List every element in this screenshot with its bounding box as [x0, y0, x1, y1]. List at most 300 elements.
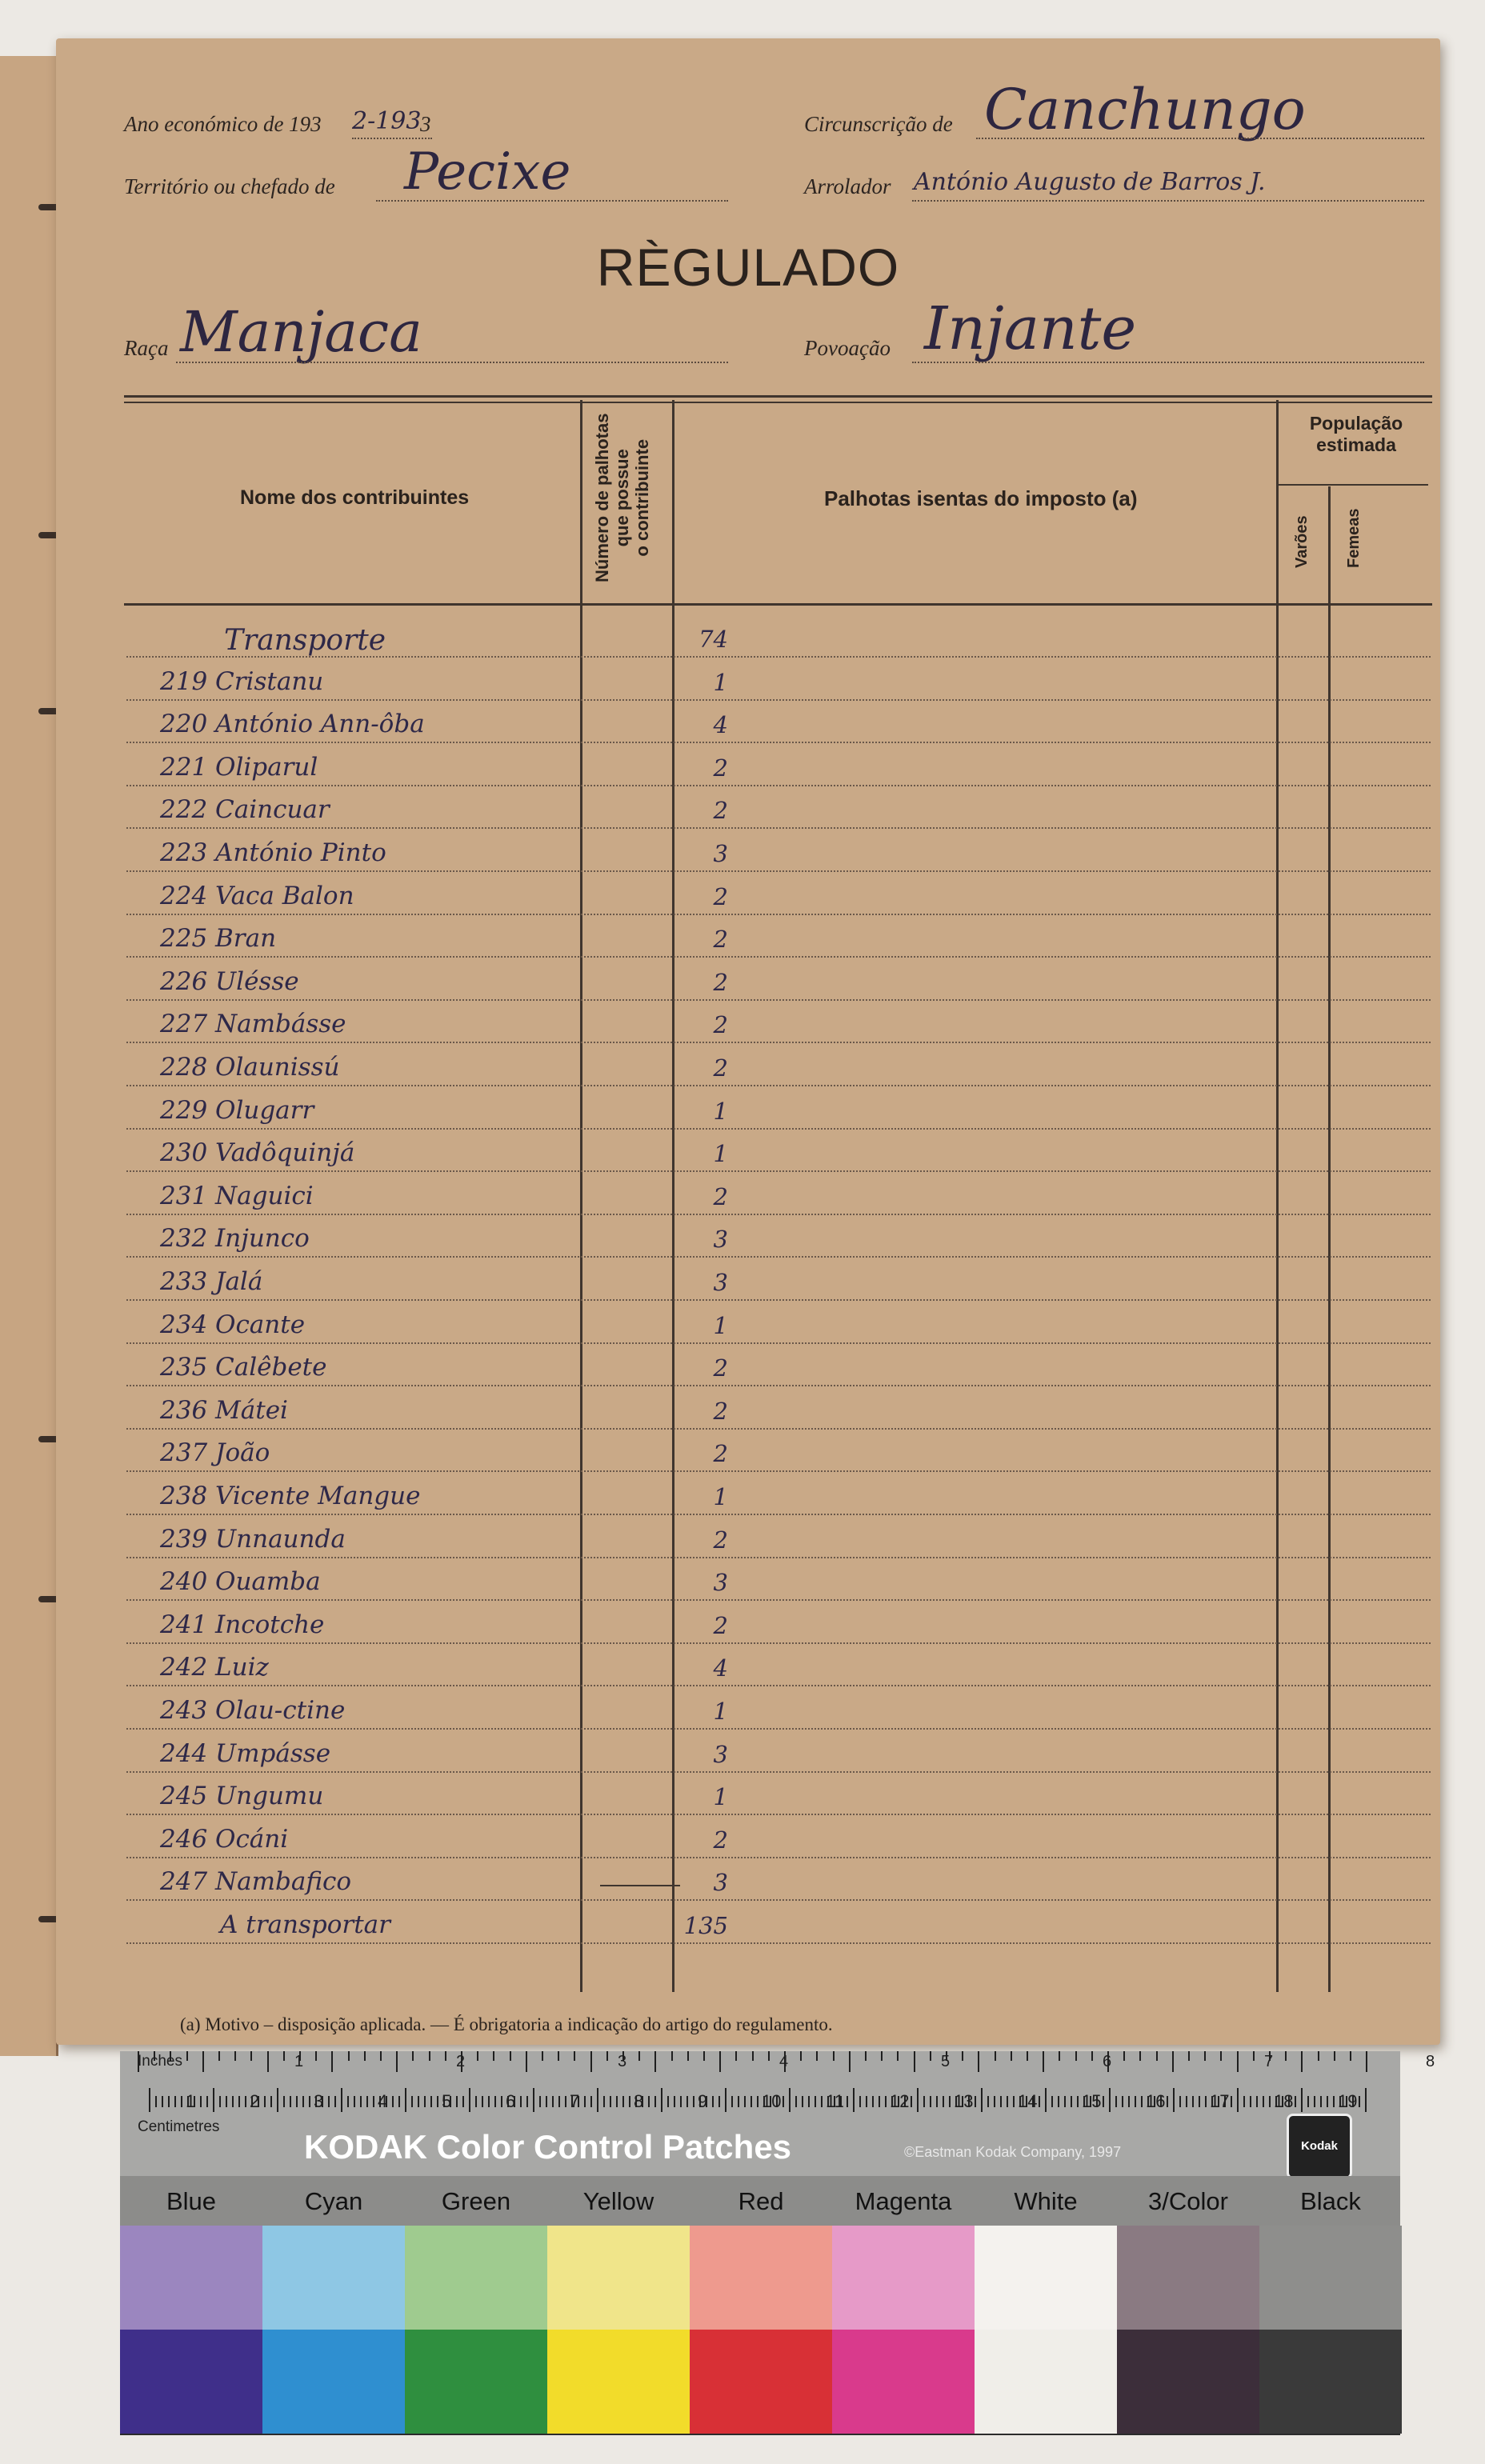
inch-tick [364, 2051, 366, 2061]
cm-tick [1314, 2096, 1315, 2107]
inch-tick [800, 2051, 802, 2061]
cm-tick [1115, 2096, 1117, 2107]
cm-tick [712, 2096, 714, 2107]
cm-tick [949, 2096, 951, 2107]
cm-tick [872, 2096, 874, 2107]
hut-count: 2 [713, 882, 728, 910]
card-copyright: ©Eastman Kodak Company, 1997 [904, 2144, 1122, 2160]
patch-dark [832, 2330, 975, 2434]
hut-count: 2 [713, 1826, 728, 1854]
contributor-name: 226 Ulésse [160, 966, 299, 996]
contributor-name: 247 Nambafico [160, 1867, 352, 1897]
cm-number: 7 [570, 2091, 580, 2111]
inch-number: 6 [1103, 2053, 1112, 2070]
contributor-name: 240 Ouamba [160, 1567, 321, 1597]
inch-tick [526, 2051, 527, 2072]
cm-tick [1045, 2088, 1047, 2112]
cm-tick [1307, 2096, 1309, 2107]
inch-tick [849, 2051, 851, 2072]
inch-tick [186, 2051, 188, 2061]
inch-tick [1172, 2051, 1174, 2072]
cm-tick [354, 2096, 355, 2107]
inch-number: 4 [779, 2053, 789, 2070]
cm-tick [213, 2088, 214, 2112]
cm-tick [456, 2096, 458, 2107]
patch-light [832, 2226, 975, 2330]
col-header-men: Varões [1293, 515, 1311, 568]
inch-tick [542, 2051, 543, 2061]
patch-light [405, 2226, 547, 2330]
cm-tick [885, 2096, 887, 2107]
cm-tick [1103, 2096, 1104, 2107]
cm-tick [418, 2096, 419, 2107]
cm-tick [1295, 2096, 1296, 2107]
cm-tick [987, 2096, 989, 2107]
contributor-name: 239 Unnaunda [160, 1524, 346, 1554]
patch-label: Cyan [304, 2187, 363, 2215]
row-rule [126, 785, 1431, 786]
inch-tick [396, 2051, 398, 2072]
left-page-edge [0, 56, 58, 2056]
inch-tick [493, 2051, 494, 2061]
cm-tick [757, 2096, 759, 2107]
patch-label: Magenta [855, 2187, 952, 2215]
inch-tick [735, 2051, 737, 2061]
inch-tick [1043, 2051, 1044, 2072]
hut-count: 2 [713, 1354, 728, 1382]
cm-tick [366, 2096, 368, 2107]
cm-number: 16 [1146, 2091, 1166, 2111]
row-rule [126, 1857, 1431, 1858]
cm-tick [693, 2096, 694, 2107]
hut-count: 1 [713, 1698, 728, 1725]
contributor-name: Transporte [224, 624, 386, 657]
cm-tick [1237, 2088, 1239, 2112]
cm-tick [731, 2096, 733, 2107]
cm-tick [200, 2096, 202, 2107]
cm-tick [616, 2096, 618, 2107]
cm-tick [879, 2096, 880, 2107]
cm-number: 2 [250, 2091, 260, 2111]
hut-count: 2 [713, 754, 728, 782]
patch-light [690, 2226, 832, 2330]
inches-label: Inches [138, 2053, 182, 2070]
inch-tick [1285, 2051, 1287, 2061]
cm-tick [1013, 2096, 1015, 2107]
inch-tick [606, 2051, 608, 2061]
patch-light [1117, 2226, 1259, 2330]
row-rule [126, 699, 1431, 701]
hut-count: 2 [713, 1011, 728, 1039]
row-rule [126, 1942, 1431, 1944]
contributor-name: 220 António Ann-ôba [160, 710, 425, 739]
contributor-name: 219 Cristanu [160, 666, 324, 696]
inch-tick [477, 2051, 478, 2061]
cm-tick [1231, 2096, 1232, 2107]
cm-number: 17 [1210, 2091, 1230, 2111]
cm-tick [975, 2096, 976, 2107]
inch-tick [995, 2051, 996, 2061]
inch-tick [1366, 2051, 1367, 2072]
contributor-name: 244 Umpásse [160, 1738, 331, 1768]
cm-tick [520, 2096, 522, 2107]
cm-tick [328, 2096, 330, 2107]
cm-tick [296, 2096, 298, 2107]
contributor-name: 245 Ungumu [160, 1782, 324, 1811]
cm-tick [1192, 2096, 1194, 2107]
table-top-rule [124, 395, 1432, 398]
contributor-name: 225 Bran [160, 924, 277, 954]
hut-count: 2 [713, 926, 728, 954]
cm-tick [930, 2096, 931, 2107]
row-rule [126, 956, 1431, 958]
cm-tick [815, 2096, 816, 2107]
col-header-huts: Número de palhotas que possue o contribuinte [592, 413, 652, 582]
cm-tick [936, 2096, 938, 2107]
inch-tick [558, 2051, 559, 2061]
inch-tick [914, 2051, 915, 2072]
cm-tick [360, 2096, 362, 2107]
table-header-rule [124, 603, 1432, 606]
povoacao-value: Injante [924, 294, 1137, 363]
centimetres-label: Centimetres [138, 2118, 220, 2135]
cm-tick [1077, 2096, 1079, 2107]
cm-tick [667, 2096, 669, 2107]
hut-count: 2 [713, 797, 728, 825]
patch-dark [405, 2330, 547, 2434]
inch-tick [412, 2051, 414, 2061]
row-rule [126, 1814, 1431, 1815]
row-rule [126, 1042, 1431, 1043]
inch-number: 1 [294, 2053, 304, 2070]
cm-tick [1051, 2096, 1053, 2107]
patch-dark [690, 2330, 832, 2434]
cm-tick [654, 2096, 656, 2107]
inch-number: 3 [618, 2053, 627, 2070]
year-value-suffix: 3 [420, 112, 431, 136]
inch-tick [865, 2051, 867, 2061]
inch-tick [833, 2051, 835, 2061]
cm-number: 13 [954, 2091, 974, 2111]
cm-tick [1243, 2096, 1245, 2107]
cm-number: 1 [186, 2091, 196, 2111]
cm-tick [1071, 2096, 1072, 2107]
cm-tick [162, 2096, 163, 2107]
patch-dark [1259, 2330, 1402, 2434]
patch-light [547, 2226, 690, 2330]
cm-tick [270, 2096, 272, 2107]
cm-tick [552, 2096, 554, 2107]
hut-count: 3 [713, 1269, 728, 1296]
inch-tick [510, 2051, 511, 2061]
hut-count: 4 [713, 1654, 728, 1682]
year-label: Ano económico de 193 [124, 112, 322, 136]
color-control-card [120, 2051, 1435, 2435]
row-rule [126, 742, 1431, 743]
inch-tick [1156, 2051, 1158, 2061]
cm-tick [526, 2096, 528, 2107]
cm-tick [302, 2096, 304, 2107]
row-rule [126, 1299, 1431, 1301]
cm-tick [744, 2096, 746, 2107]
inch-tick [752, 2051, 754, 2061]
cm-tick [808, 2096, 810, 2107]
cm-tick [1263, 2096, 1264, 2107]
cm-tick [475, 2096, 477, 2107]
cm-tick [821, 2096, 823, 2107]
hut-count: 74 [698, 626, 728, 653]
raca-label: Raça [124, 336, 169, 360]
cm-tick [501, 2096, 502, 2107]
inch-tick [1220, 2051, 1222, 2061]
inch-tick [768, 2051, 770, 2061]
territory-value: Pecixe [404, 142, 571, 202]
inch-tick [267, 2051, 269, 2072]
row-rule [126, 827, 1431, 829]
cm-tick [1365, 2088, 1367, 2112]
hut-count: 3 [713, 1569, 728, 1597]
inch-tick [638, 2051, 640, 2061]
patch-light [120, 2226, 262, 2330]
footnote: (a) Motivo – disposição aplicada. — É obrigatoria a indicação do artigo do regulamento. [180, 2014, 833, 2034]
inch-tick [283, 2051, 285, 2061]
hut-count: 1 [713, 1097, 728, 1125]
cm-tick [1000, 2096, 1002, 2107]
cm-tick [866, 2096, 867, 2107]
inch-tick [202, 2051, 204, 2072]
cm-tick [853, 2088, 855, 2112]
col-header-exempt: Palhotas isentas do imposto (a) [824, 486, 1138, 510]
col-header-women: Femeas [1345, 508, 1363, 568]
cm-tick [277, 2088, 278, 2112]
col-divider [580, 400, 582, 1992]
circunscricao-value: Canchungo [984, 77, 1306, 142]
hut-count: 1 [713, 1783, 728, 1811]
cm-tick [405, 2088, 406, 2112]
cm-tick [1039, 2096, 1040, 2107]
row-rule [126, 1685, 1431, 1686]
cm-tick [802, 2096, 803, 2107]
hut-count: 1 [713, 668, 728, 696]
hut-count: 2 [713, 1182, 728, 1210]
cm-tick [911, 2096, 912, 2107]
patch-label: Red [738, 2187, 784, 2215]
inch-tick [1253, 2051, 1255, 2061]
cm-tick [590, 2096, 592, 2107]
cm-tick [847, 2096, 848, 2107]
cm-tick [610, 2096, 611, 2107]
cm-tick [290, 2096, 291, 2107]
cm-number: 9 [698, 2091, 708, 2111]
hut-count: 135 [683, 1912, 728, 1939]
patch-dark [547, 2330, 690, 2434]
inch-tick [1237, 2051, 1239, 2072]
hut-count: 2 [713, 1054, 728, 1082]
cm-tick [430, 2096, 432, 2107]
inch-tick [687, 2051, 689, 2061]
cm-number: 10 [762, 2091, 782, 2111]
contributor-name: 228 Olaunissú [160, 1053, 340, 1082]
inch-tick [978, 2051, 979, 2072]
row-rule [126, 1256, 1431, 1258]
inch-tick [331, 2051, 333, 2072]
cm-number: 8 [634, 2091, 644, 2111]
page-title: RÈGULADO [596, 238, 900, 297]
patch-light [1259, 2226, 1402, 2330]
cm-tick [718, 2096, 720, 2107]
patch-label: White [1014, 2187, 1078, 2215]
inch-tick [671, 2051, 673, 2061]
cm-tick [283, 2096, 285, 2107]
cm-tick [1320, 2096, 1322, 2107]
cm-tick [943, 2096, 944, 2107]
cm-number: 4 [378, 2091, 388, 2111]
cm-tick [1135, 2096, 1136, 2107]
cm-tick [680, 2096, 682, 2107]
row-rule [126, 1642, 1431, 1644]
patch-label: Green [441, 2187, 511, 2215]
cm-tick [1199, 2096, 1200, 2107]
row-rule [126, 1557, 1431, 1558]
cm-tick [597, 2088, 598, 2112]
inch-tick [1301, 2051, 1303, 2072]
inch-tick [218, 2051, 220, 2061]
cm-tick [264, 2096, 266, 2107]
contributor-name: 235 Calêbete [160, 1353, 327, 1382]
cm-tick [603, 2096, 605, 2107]
cm-tick [661, 2088, 662, 2112]
contributor-name: 243 Olau-ctine [160, 1696, 346, 1725]
inch-tick [1204, 2051, 1206, 2061]
cm-tick [1179, 2096, 1181, 2107]
patch-dark [975, 2330, 1117, 2434]
contributor-name: 222 Caincuar [160, 795, 330, 825]
cm-tick [1173, 2088, 1175, 2112]
col-divider [1328, 486, 1331, 1992]
row-rule [126, 1514, 1431, 1515]
cm-tick [482, 2096, 483, 2107]
cm-tick [469, 2088, 470, 2112]
cm-tick [392, 2096, 394, 2107]
territory-label: Território ou chefado de [124, 174, 335, 198]
inch-number: 2 [456, 2053, 466, 2070]
hut-count: 3 [713, 1226, 728, 1254]
cm-number: 11 [826, 2091, 844, 2111]
patch-dark [1117, 2330, 1259, 2434]
inch-tick [1075, 2051, 1077, 2061]
cm-tick [1250, 2096, 1251, 2107]
row-rule [126, 1214, 1431, 1215]
cm-tick [488, 2096, 490, 2107]
cm-tick [751, 2096, 752, 2107]
cm-tick [981, 2088, 983, 2112]
patch-label: Black [1300, 2187, 1361, 2215]
cm-tick [1333, 2096, 1335, 2107]
inch-tick [1123, 2051, 1125, 2061]
contributor-name: 227 Nambásse [160, 1010, 346, 1039]
circunscricao-label: Circunscrição de [804, 112, 953, 136]
hut-count: 4 [713, 711, 728, 739]
contributor-name: 231 Naguici [160, 1181, 314, 1210]
contributor-name: 221 Oliparul [160, 752, 318, 782]
cm-number: 3 [314, 2091, 324, 2111]
cm-number: 14 [1018, 2091, 1038, 2111]
raca-value: Manjaca [180, 299, 422, 365]
inch-tick [654, 2051, 656, 2072]
row-rule [126, 1599, 1431, 1601]
inch-tick [816, 2051, 818, 2061]
contributor-name: A transportar [220, 1910, 390, 1939]
inch-tick [1188, 2051, 1190, 2061]
contributor-name: 230 Vadôquinjá [160, 1138, 355, 1168]
inch-tick [1027, 2051, 1028, 2061]
cm-tick [309, 2096, 310, 2107]
povoacao-label: Povoação [804, 336, 891, 360]
inch-tick [1350, 2051, 1351, 2061]
row-rule [126, 1428, 1431, 1430]
year-value: 2-193 [352, 107, 422, 135]
cm-tick [226, 2096, 227, 2107]
cm-tick [1167, 2096, 1168, 2107]
row-rule [126, 999, 1431, 1001]
cm-tick [1256, 2096, 1258, 2107]
row-rule [126, 1470, 1431, 1472]
col-header-population: População estimada [1309, 413, 1403, 455]
inch-tick [348, 2051, 350, 2061]
inch-tick [1318, 2051, 1319, 2061]
contributor-name: 238 Vicente Mangue [160, 1482, 421, 1510]
contributor-name: 233 Jalá [160, 1267, 263, 1296]
cm-tick [398, 2096, 400, 2107]
cm-tick [1122, 2096, 1123, 2107]
hut-count: 3 [713, 1869, 728, 1897]
cm-tick [1205, 2096, 1207, 2107]
cm-tick [232, 2096, 234, 2107]
cm-tick [1109, 2088, 1111, 2112]
cm-tick [629, 2096, 630, 2107]
contributor-name: 232 Injunco [160, 1224, 310, 1254]
hut-count: 1 [713, 1311, 728, 1339]
kodak-logo: Kodak [1287, 2114, 1352, 2179]
cm-tick [1141, 2096, 1143, 2107]
inch-tick [429, 2051, 430, 2061]
cm-tick [462, 2096, 464, 2107]
inch-tick [234, 2051, 236, 2061]
row-rule [126, 1085, 1431, 1086]
inch-tick [590, 2051, 592, 2072]
hut-count: 3 [713, 840, 728, 867]
cm-tick [1128, 2096, 1130, 2107]
hut-count: 1 [713, 1483, 728, 1510]
inch-tick [930, 2051, 931, 2061]
cm-tick [994, 2096, 995, 2107]
cm-tick [1007, 2096, 1008, 2107]
inch-tick [1091, 2051, 1093, 2061]
patch-light [262, 2226, 405, 2330]
hut-count: 2 [713, 1440, 728, 1468]
patch-dark [262, 2330, 405, 2434]
contributor-name: 236 Mátei [160, 1395, 288, 1425]
row-rule [126, 1128, 1431, 1130]
cm-tick [238, 2096, 240, 2107]
inch-tick [897, 2051, 899, 2061]
cm-tick [917, 2088, 919, 2112]
inch-number: 7 [1264, 2053, 1274, 2070]
cm-tick [795, 2096, 797, 2107]
row-rule [126, 1728, 1431, 1730]
arrolador-value: António Augusto de Barros J. [914, 168, 1266, 196]
contributor-name: 229 Olugarr [160, 1095, 314, 1125]
